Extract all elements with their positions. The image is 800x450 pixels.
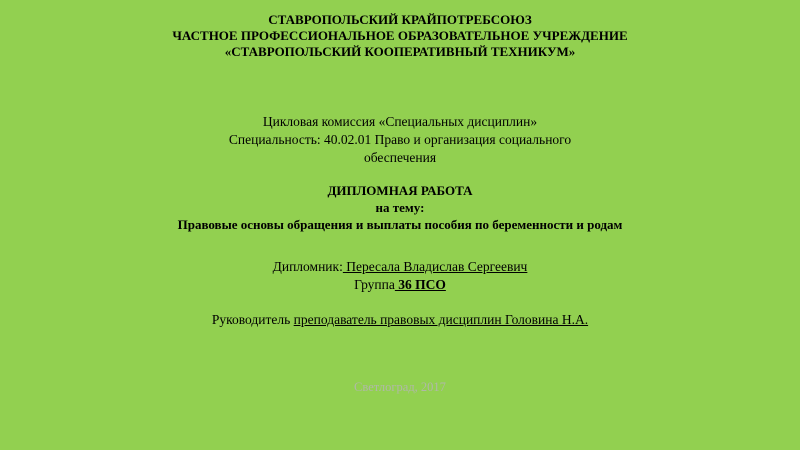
student-line [0, 258, 800, 276]
header-line-2: ЧАСТНОЕ ПРОФЕССИОНАЛЬНОЕ ОБРАЗОВАТЕЛЬНОЕ УЧРЕЖДЕНИЕ [172, 28, 628, 43]
supervisor-block [0, 311, 800, 329]
institution-header [0, 12, 800, 60]
student-name: Пересала Владислав Сергеевич [342, 259, 528, 274]
place-year: Светлоград, 2017 [354, 380, 446, 394]
student-label: Дипломник: [272, 259, 343, 274]
header-line-3: «СТАВРОПОЛЬСКИЙ КООПЕРАТИВНЫЙ ТЕХНИКУМ» [224, 44, 576, 59]
student-block [0, 258, 800, 294]
place-year-footer [0, 379, 800, 395]
header-line-1: СТАВРОПОЛЬСКИЙ КРАЙПОТРЕБСОЮЗ [268, 12, 532, 27]
thesis-type: ДИПЛОМНАЯ РАБОТА [327, 183, 473, 198]
group-value: 36 ПСО [394, 277, 446, 292]
specialty-line-continued: обеспечения [363, 150, 437, 165]
supervisor-name: преподаватель правовых дисциплин Головина Н.А. [293, 312, 589, 327]
thesis-block [0, 182, 800, 233]
group-line [0, 276, 800, 294]
supervisor-line [0, 311, 800, 329]
specialty-line: Специальность: 40.02.01 Право и организация социального [228, 132, 572, 147]
thesis-topic: Правовые основы обращения и выплаты пособия по беременности и родам [177, 217, 623, 232]
thesis-on-topic: на тему: [375, 200, 425, 215]
supervisor-label: Руководитель [211, 312, 294, 327]
commission-line-1: Цикловая комиссия «Специальных дисциплин» [262, 114, 538, 129]
commission-block [0, 113, 800, 167]
group-label: Группа [354, 277, 395, 292]
